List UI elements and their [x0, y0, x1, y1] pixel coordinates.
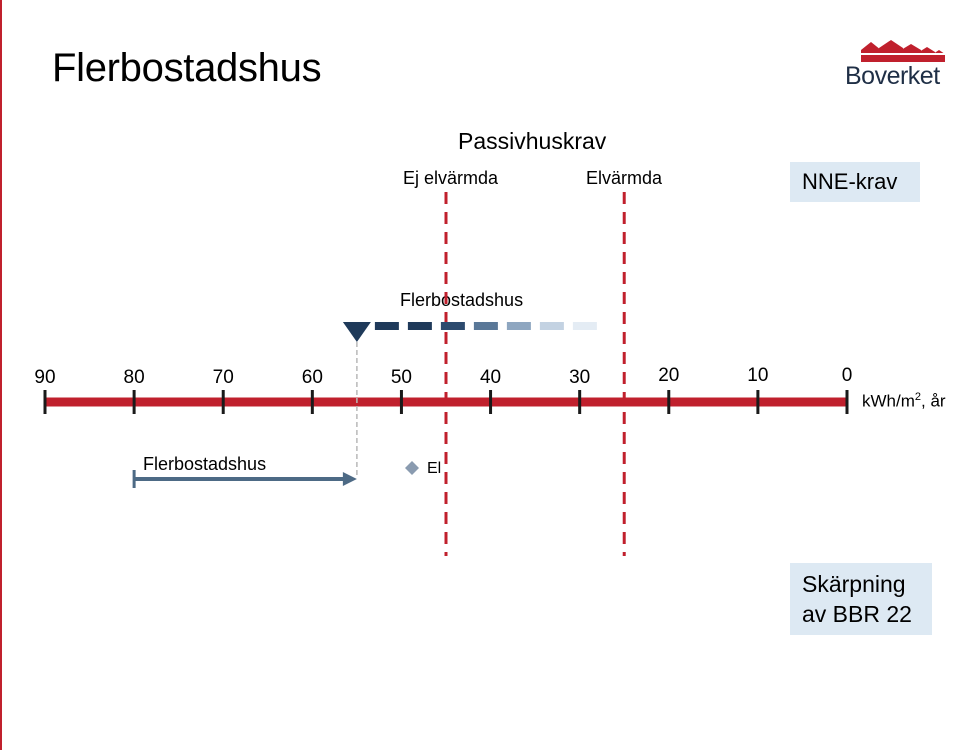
bbr-arrow-head — [343, 472, 357, 486]
axis-tick-label: 60 — [301, 367, 323, 388]
brand-name: Boverket — [845, 62, 940, 90]
electric-label: Elvärmda — [586, 168, 663, 188]
legend-diamond-icon — [405, 461, 419, 475]
nne-marker-dash — [375, 322, 399, 330]
passivhus-heading: Passivhuskrav — [458, 128, 607, 154]
bbr-arrow-label: Flerbostadshus — [143, 454, 267, 474]
axis-tick-label: 40 — [479, 367, 502, 388]
nne-marker-triangle — [343, 322, 371, 342]
callout-line2: av BBR 22 — [802, 601, 912, 627]
nne-marker-label: Flerbostadshus — [400, 290, 524, 310]
axis-tick-label: 10 — [747, 365, 769, 386]
axis-tick-label: 70 — [212, 367, 234, 388]
not-electric-label: Ej elvärmda — [403, 168, 499, 188]
nne-marker-dash — [507, 322, 531, 330]
nne-marker-dash — [540, 322, 564, 330]
nne-marker-dash — [573, 322, 597, 330]
axis-tick-label: 20 — [658, 365, 680, 386]
nne-marker-dash — [474, 322, 498, 330]
nne-label: NNE-krav — [802, 169, 898, 194]
axis-unit: kWh/$m^2$, år — [862, 391, 946, 411]
axis-tick-label: 90 — [34, 367, 56, 388]
callout-line1: Skärpning — [802, 571, 906, 597]
axis-tick-label: 30 — [569, 367, 591, 388]
legend-el-label: El — [427, 460, 442, 477]
nne-marker-dash — [408, 322, 432, 330]
nne-marker-dash — [441, 322, 465, 330]
axis-tick-label: 80 — [123, 367, 145, 388]
axis-tick-label: 50 — [390, 367, 412, 388]
slide-title: Flerbostadshus — [52, 46, 322, 90]
axis-tick-label: 0 — [841, 365, 853, 386]
